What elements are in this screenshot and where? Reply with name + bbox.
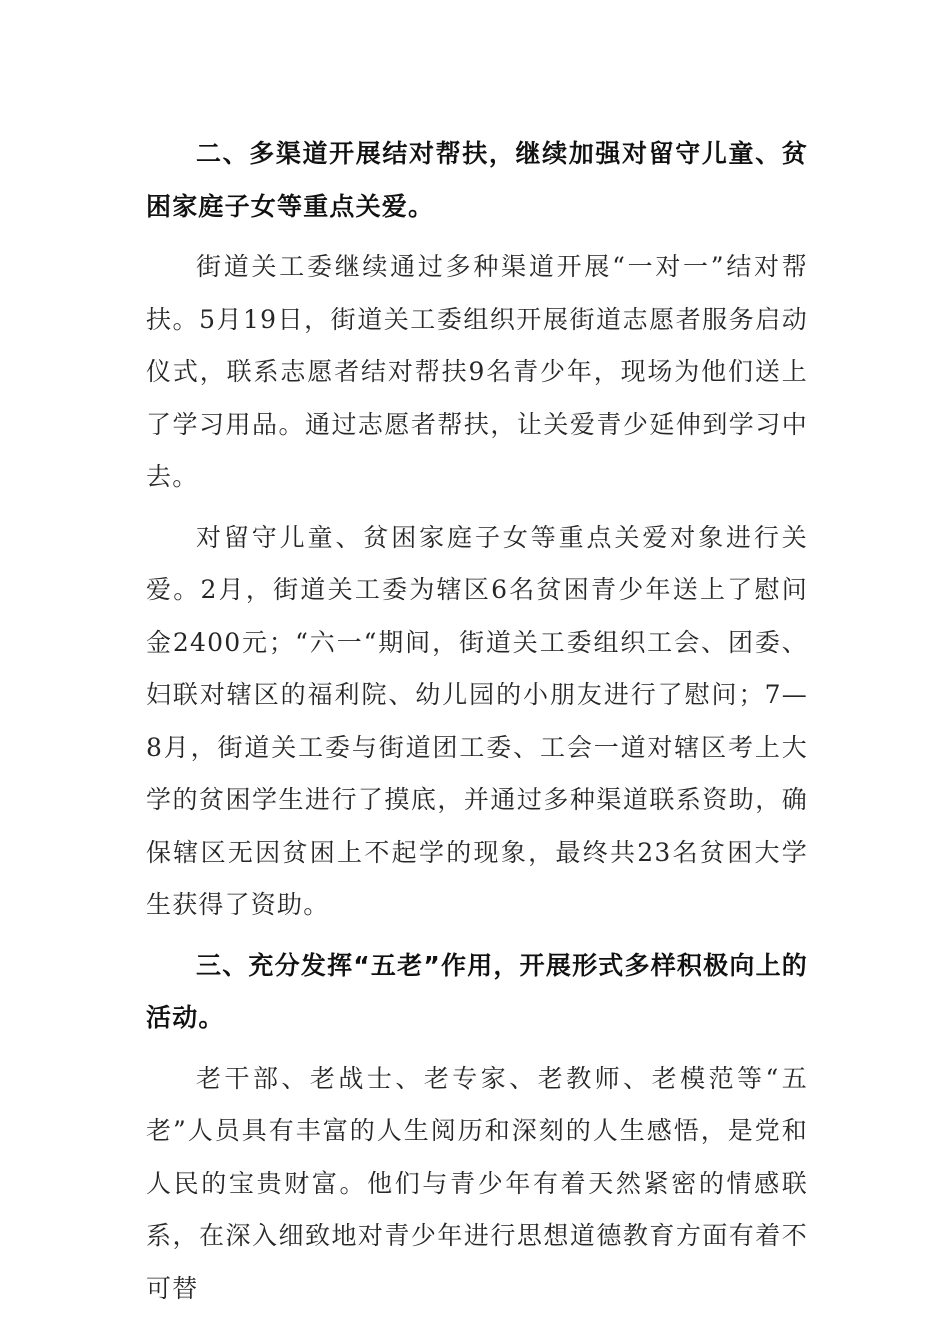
- paragraph-left-behind-children: 对留守儿童、贫困家庭子女等重点关爱对象进行关爱。2月，街道关工委为辖区6名贫困青少年送上了慰问金2400元；“六一“期间，街道关工委组织工会、团委、妇联对辖区的福利院、幼儿园的小朋友进行了慰问；7—8月，街道关工委与街道团工委、工会一道对辖区考上大学的贫困学生进行了摸底，并通过多种渠道联系资助，确保辖区无因贫困上不起学的现象，最终共23名贫困大学生获得了资助。: [146, 522, 808, 919]
- section-heading-two: 二、多渠道开展结对帮扶，继续加强对留守儿童、贫困家庭子女等重点关爱。: [146, 139, 808, 221]
- section-heading-three: 三、充分发挥“五老”作用，开展形式多样积极向上的活动。: [146, 950, 808, 1032]
- document-body: [146, 128, 808, 1315]
- paragraph-volunteer-pairing: 街道关工委继续通过多种渠道开展“一对一”结对帮扶。5月19日，街道关工委组织开展街道志愿者服务启动仪式，联系志愿者结对帮扶9名青少年，现场为他们送上了学习用品。通过志愿者帮扶，让关爱青少延伸到学习中去。: [146, 252, 808, 491]
- paragraph-five-elders: 老干部、老战士、老专家、老教师、老模范等“五老”人员具有丰富的人生阅历和深刻的人生感悟，是党和人民的宝贵财富。他们与青少年有着天然紧密的情感联系，在深入细致地对青少年进行思想道德教育方面有着不可替: [146, 1063, 808, 1303]
